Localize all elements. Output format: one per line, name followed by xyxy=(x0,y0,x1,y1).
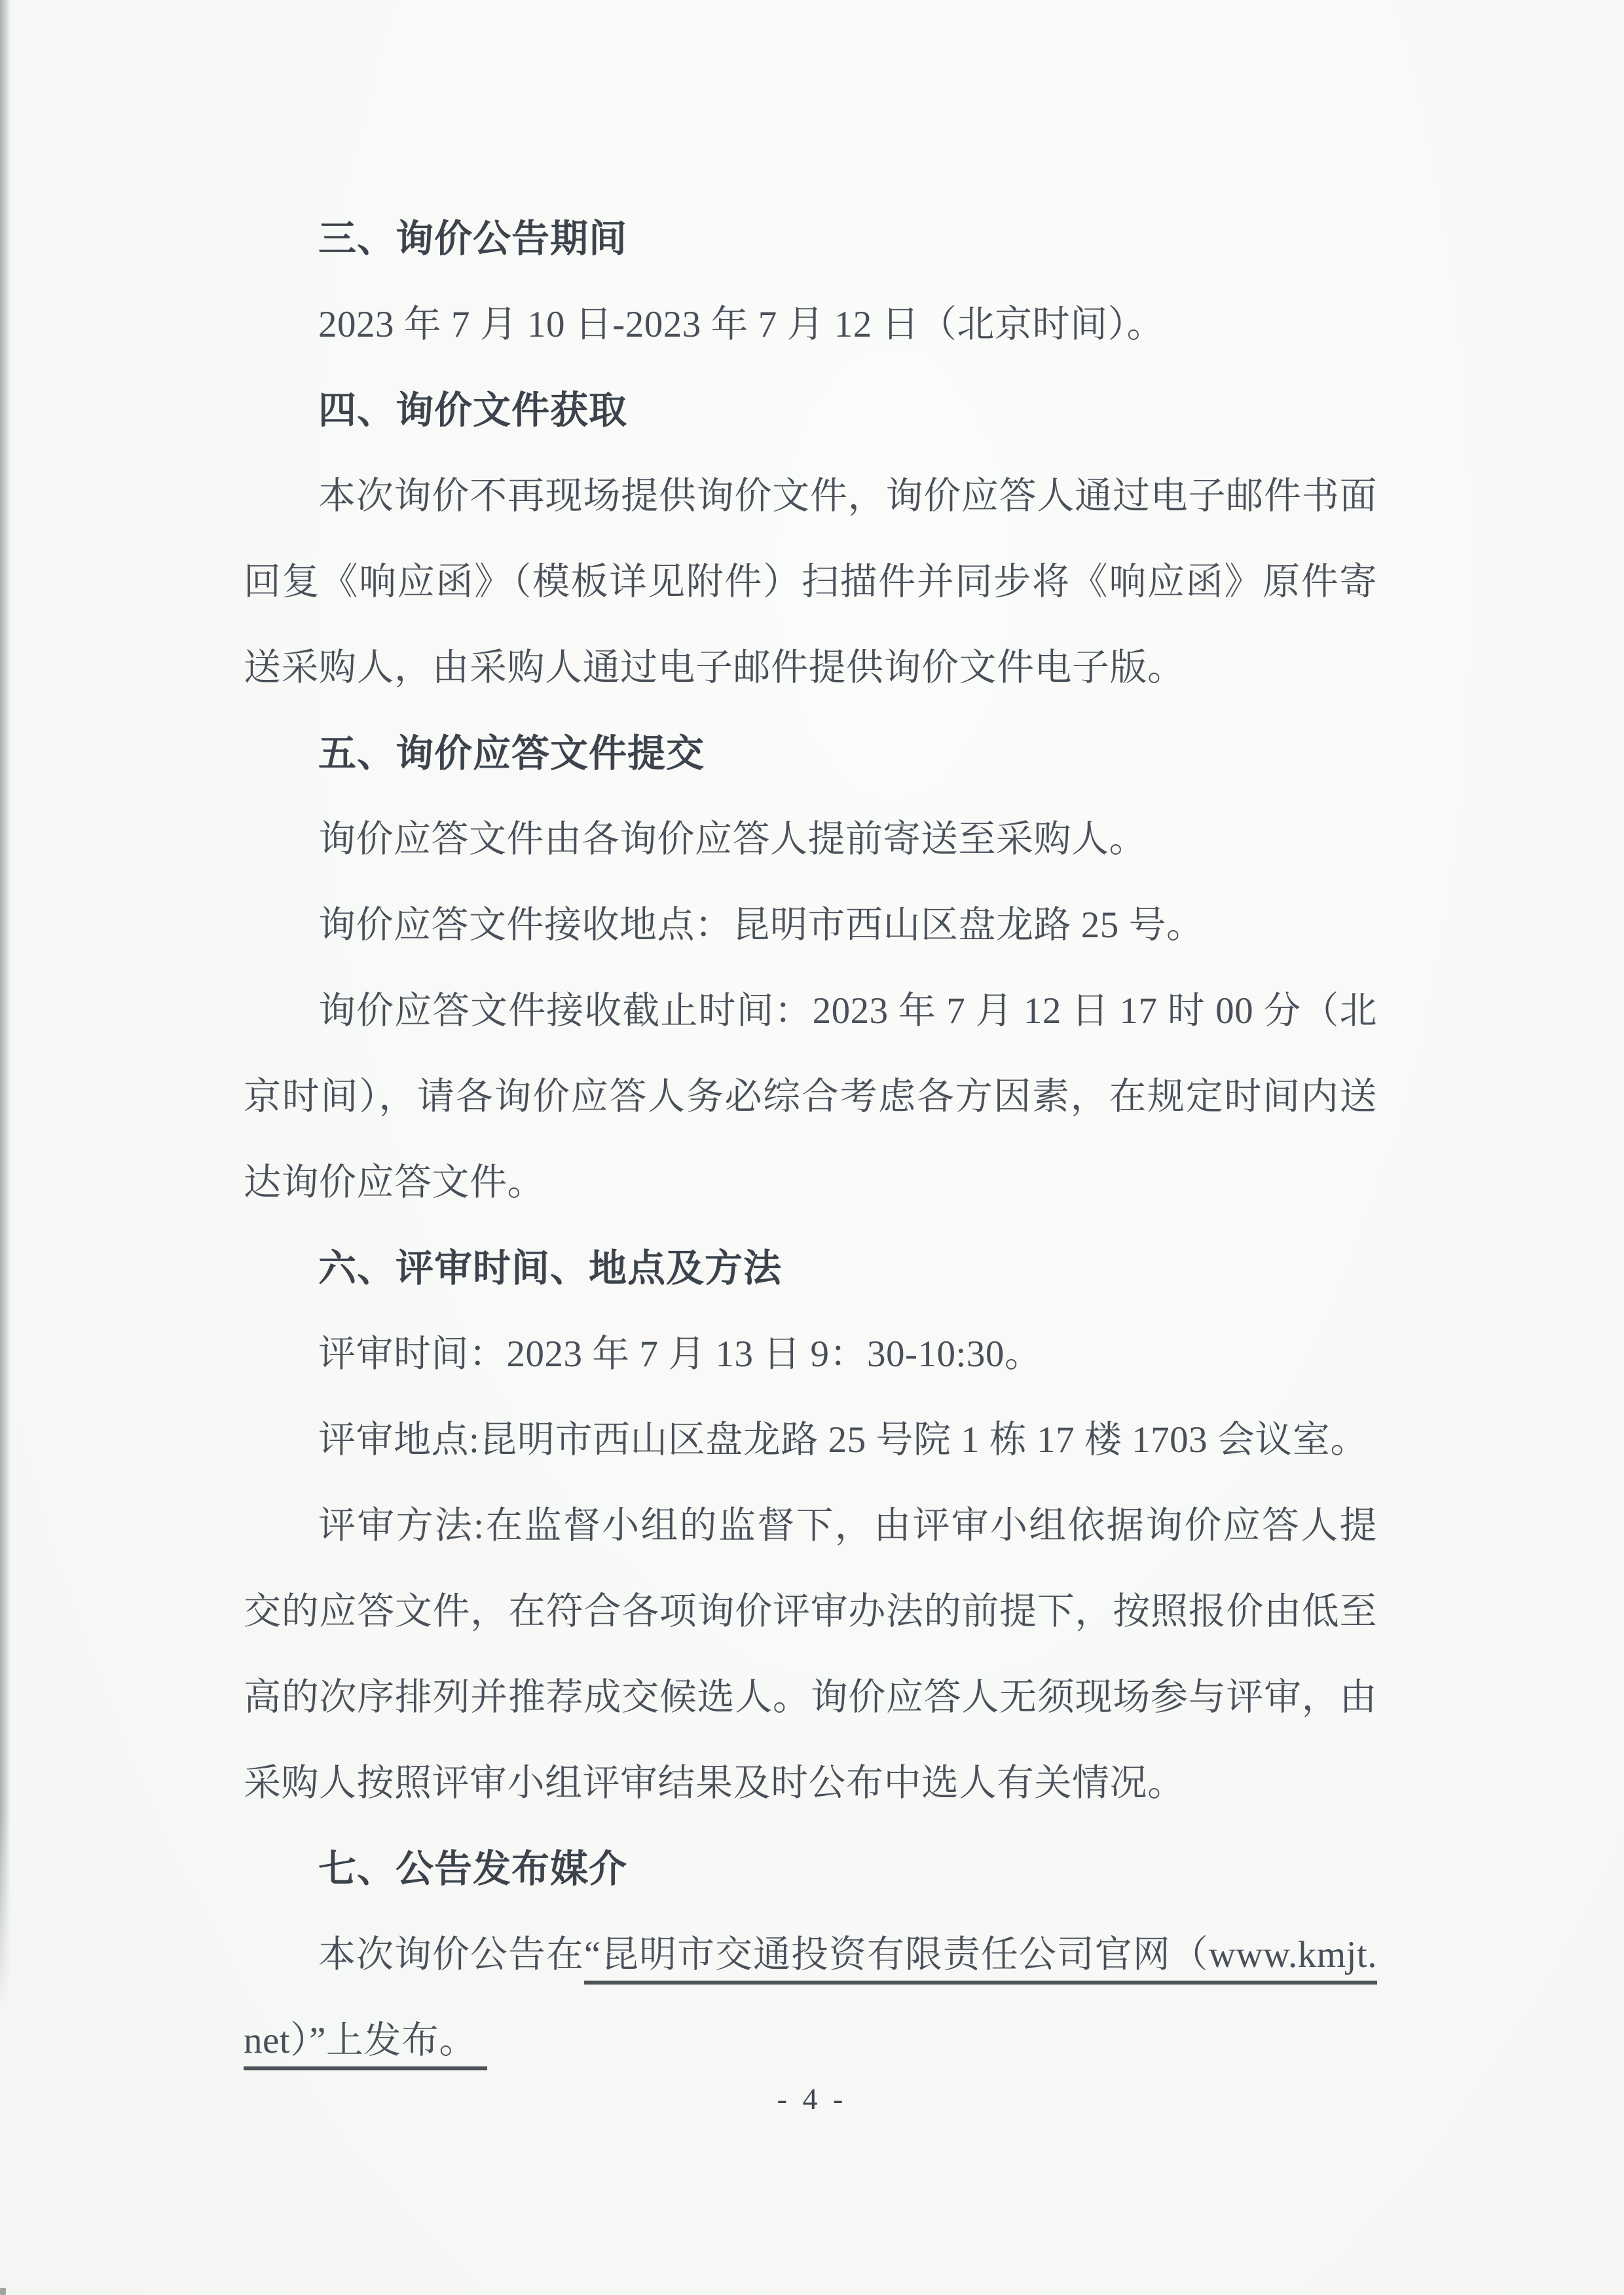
body-line: 采购人按照评审小组评审结果及时公布中选人有关情况。 xyxy=(244,1763,1185,1804)
scan-edge-shadow xyxy=(0,0,10,2011)
page-number: - 4 - xyxy=(777,2082,847,2116)
website-underlined-text: “昆明市交通投资有限责任公司官网（www.kmjt. xyxy=(584,1934,1377,1985)
body-line: 本次询价不再现场提供询价文件，询价应答人通过电子邮件书面 xyxy=(318,476,1377,517)
body-line: 2023 年 7 月 10 日-2023 年 7 月 12 日（北京时间）。 xyxy=(318,304,1164,345)
heading-section-3: 三、询价公告期间 xyxy=(318,217,628,260)
body-line-prefix: 本次询价公告在 xyxy=(318,1934,584,1975)
body-line: 评审方法:在监督小组的监督下，由评审小组依据询价应答人提 xyxy=(318,1505,1377,1546)
body-line: 询价应答文件由各询价应答人提前寄送至采购人。 xyxy=(318,819,1147,860)
body-line: 达询价应答文件。 xyxy=(244,1162,545,1203)
body-line: 京时间），请各询价应答人务必综合考虑各方因素，在规定时间内送 xyxy=(244,1076,1377,1117)
body-line: 高的次序排列并推荐成交候选人。询价应答人无须现场参与评审，由 xyxy=(244,1677,1377,1718)
website-underlined-text: net）”上发布。 xyxy=(244,2020,487,2070)
body-line-with-link xyxy=(244,1998,1377,2083)
heading-section-6: 六、评审时间、地点及方法 xyxy=(318,1247,783,1290)
body-line: 送采购人，由采购人通过电子邮件提供询价文件电子版。 xyxy=(244,647,1185,688)
body-line: 询价应答文件接收地点：昆明市西山区盘龙路 25 号。 xyxy=(318,905,1204,946)
heading-section-7: 七、公告发布媒介 xyxy=(318,1848,628,1890)
body-line: 评审地点:昆明市西山区盘龙路 25 号院 1 栋 17 楼 1703 会议室。 xyxy=(318,1419,1368,1461)
body-line: 回复《响应函》（模板详见附件）扫描件并同步将《响应函》原件寄 xyxy=(244,561,1377,603)
scan-speck xyxy=(0,2288,6,2295)
body-line: 交的应答文件，在符合各项询价评审办法的前提下，按照报价由低至 xyxy=(244,1591,1377,1632)
body-line: 评审时间：2023 年 7 月 13 日 9：30-10:30。 xyxy=(318,1334,1043,1375)
document-body xyxy=(244,196,1377,2083)
body-line-with-link xyxy=(244,1912,1377,1998)
heading-section-4: 四、询价文件获取 xyxy=(318,389,628,432)
heading-section-5: 五、询价应答文件提交 xyxy=(318,732,705,775)
body-line: 询价应答文件接收截止时间：2023 年 7 月 12 日 17 时 00 分（北 xyxy=(318,990,1377,1032)
